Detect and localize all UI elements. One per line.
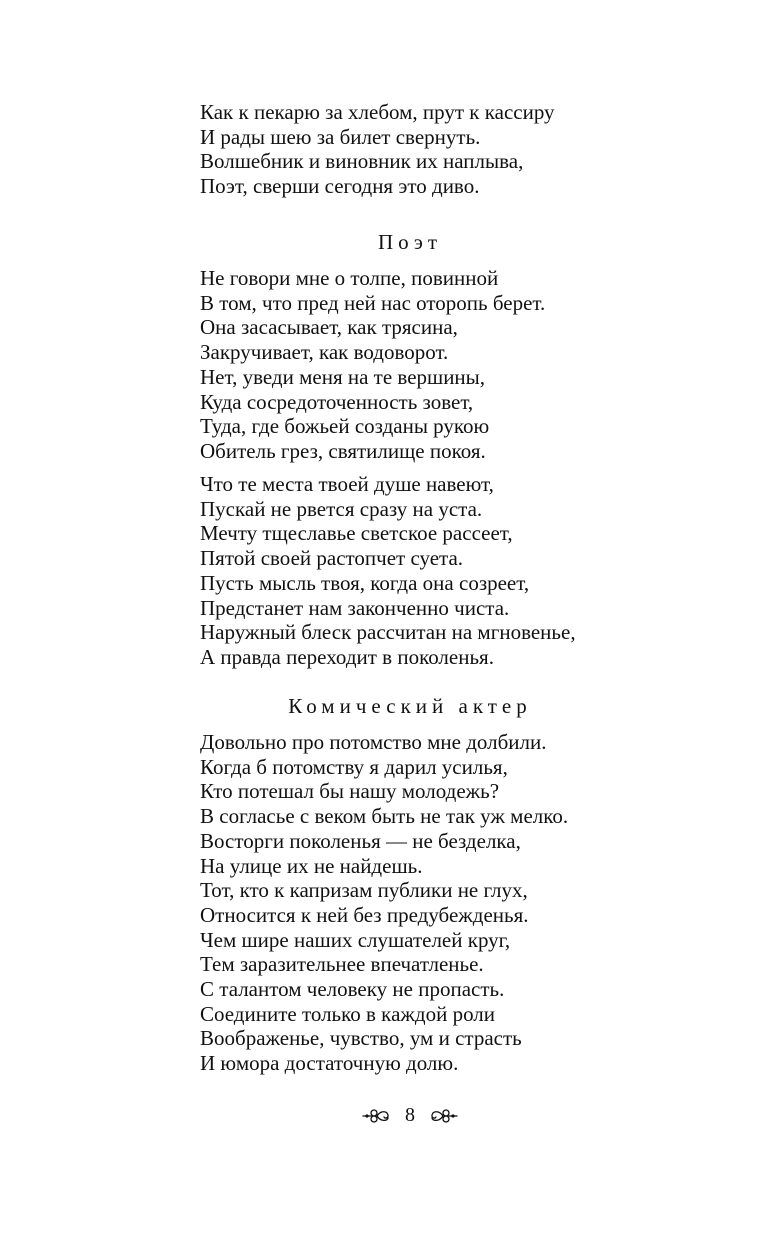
verse-line: И юмора достаточную долю. — [200, 1051, 459, 1076]
page-footer — [0, 1104, 768, 1127]
verse-line: Пусть мысль твоя, когда она созреет, — [200, 570, 530, 595]
speaker-heading-poet: Поэт — [377, 230, 443, 254]
verse-line: Что те места твоей душе навеют, — [200, 472, 494, 496]
verse-line: Предстанет нам законченно чиста. — [200, 595, 510, 620]
verse-line: Чем шире наших слушателей круг, — [200, 927, 511, 952]
verse-line: Относится к ней без предубежденья. — [200, 902, 529, 927]
verse-line: Куда сосредоточенность зовет, — [200, 389, 474, 414]
verse-line: Тот, кто к капризам публики не глух, — [200, 878, 528, 903]
verse-line: Когда б потомству я дарил усилья, — [200, 754, 508, 779]
verse-line: Волшебник и виновник их наплыва, — [200, 149, 524, 174]
verse-line: Тем заразительнее впечатленье. — [200, 952, 484, 977]
verse-line: Соедините только в каждой роли — [200, 1001, 496, 1026]
verse-line: Наружный блеск рассчитан на мгновенье, — [200, 620, 576, 645]
fleuron-right-icon — [429, 1107, 459, 1125]
verse-line: А правда переходит в поколенья. — [200, 644, 494, 669]
verse-line: В том, что пред ней нас оторопь берет. — [200, 290, 546, 315]
verse-line: Закручивает, как водоворот. — [200, 340, 449, 365]
verse-line: Не говори мне о толпе, повинной — [200, 266, 499, 290]
verse-line: Мечту тщеславье светское рассеет, — [200, 521, 513, 546]
verse-line: Туда, где божьей созданы рукою — [200, 414, 490, 439]
verse-line: С талантом человеку не пропасть. — [200, 977, 505, 1002]
verse-line: Воображенье, чувство, ум и страсть — [200, 1026, 522, 1051]
speaker-heading-comic-actor: Комический актер — [288, 694, 532, 718]
verse-line: В согласье с веком быть не так уж мелко. — [200, 804, 569, 829]
verse-line: Довольно про потомство мне долбили. — [200, 730, 547, 754]
verse-line: И рады шею за билет свернуть. — [200, 124, 481, 149]
verse-line: Как к пекарю за хлебом, прут к кассиру — [200, 100, 555, 124]
verse-line: Пускай не рвется сразу на уста. — [200, 496, 483, 521]
verse-line: Поэт, сверши сегодня это диво. — [200, 174, 480, 199]
verse-line: Она засасывает, как трясина, — [200, 315, 458, 340]
verse-line: Восторги поколенья — не безделка, — [200, 828, 521, 853]
verse-line: Обитель грез, святилище покоя. — [200, 438, 486, 463]
verse-line: На улице их не найдешь. — [200, 853, 423, 878]
fleuron-left-icon — [361, 1107, 391, 1125]
stanza-4 — [200, 730, 568, 1076]
verse-line: Нет, уведи меня на те вершины, — [200, 364, 486, 389]
page-number: 8 — [405, 1104, 415, 1126]
verse-line: Пятой своей растопчет суета. — [200, 546, 464, 571]
stanza-2 — [200, 266, 545, 464]
stanza-3 — [200, 472, 576, 670]
stanza-1 — [200, 100, 555, 199]
verse-line: Кто потешал бы нашу молодежь? — [200, 779, 500, 804]
